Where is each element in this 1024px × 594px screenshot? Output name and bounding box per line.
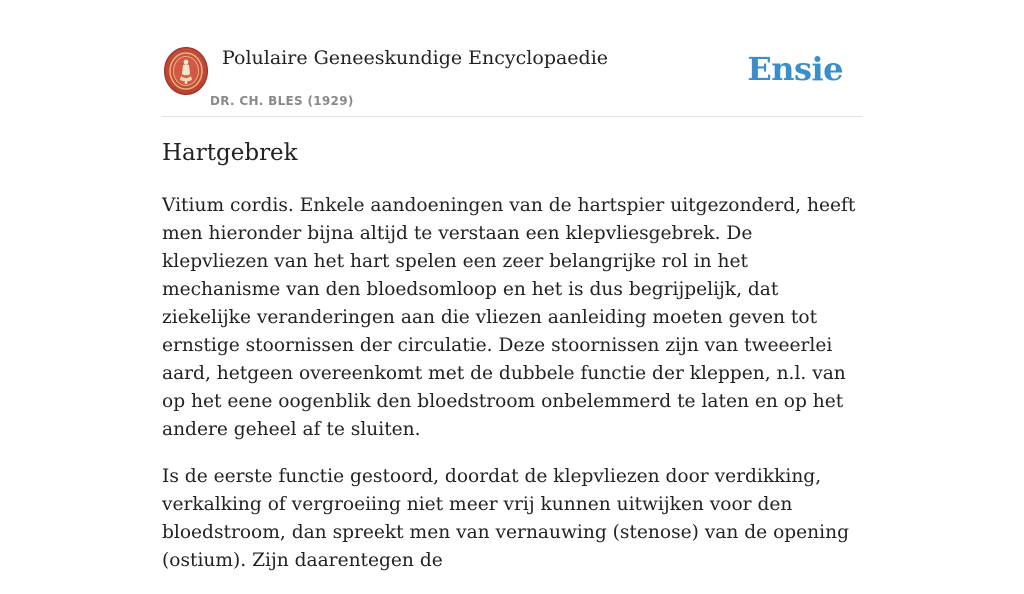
book-header (162, 40, 862, 117)
book-cover-icon[interactable] (164, 47, 208, 95)
entry-paragraph: Vitium cordis. Enkele aandoeningen van de hartspier uitgezonderd, heeft men hieronder bijna altijd te verstaan een klepvliesgebrek. De klepvliezen van het hart spelen een zeer belangrijke rol in het mechanisme van den bloedsomloop en het is dus begrijpelijk, dat ziekelijke veranderingen aan die vliezen aanleiding moeten geven tot ernstige stoornissen der circulatie. Deze stoornissen zijn van tweeerlei aard, hetgeen overeenkomt met de dubbele functie der kleppen, n.l. van op het eene oogenblik den bloedstroom onbelemmerd te laten en op het andere geheel af te sluiten. (162, 195, 856, 440)
entry-content (162, 192, 864, 594)
book-author: DR. CH. BLES (1929) (210, 94, 354, 108)
book-title[interactable]: Polulaire Geneeskundige Encyclopaedie (222, 47, 609, 69)
entry-paragraph: Is de eerste functie gestoord, doordat de klepvliezen door verdikking, verkalking of vergroeiing niet meer vrij kunnen uitwijken voor den bloedstroom, dan spreekt men van vernauwing (stenose) van de opening (ostium). Zijn daarentegen de (162, 466, 849, 571)
ensie-logo-link[interactable]: Ensie (747, 50, 843, 88)
entry-title: Hartgebrek (162, 140, 298, 166)
